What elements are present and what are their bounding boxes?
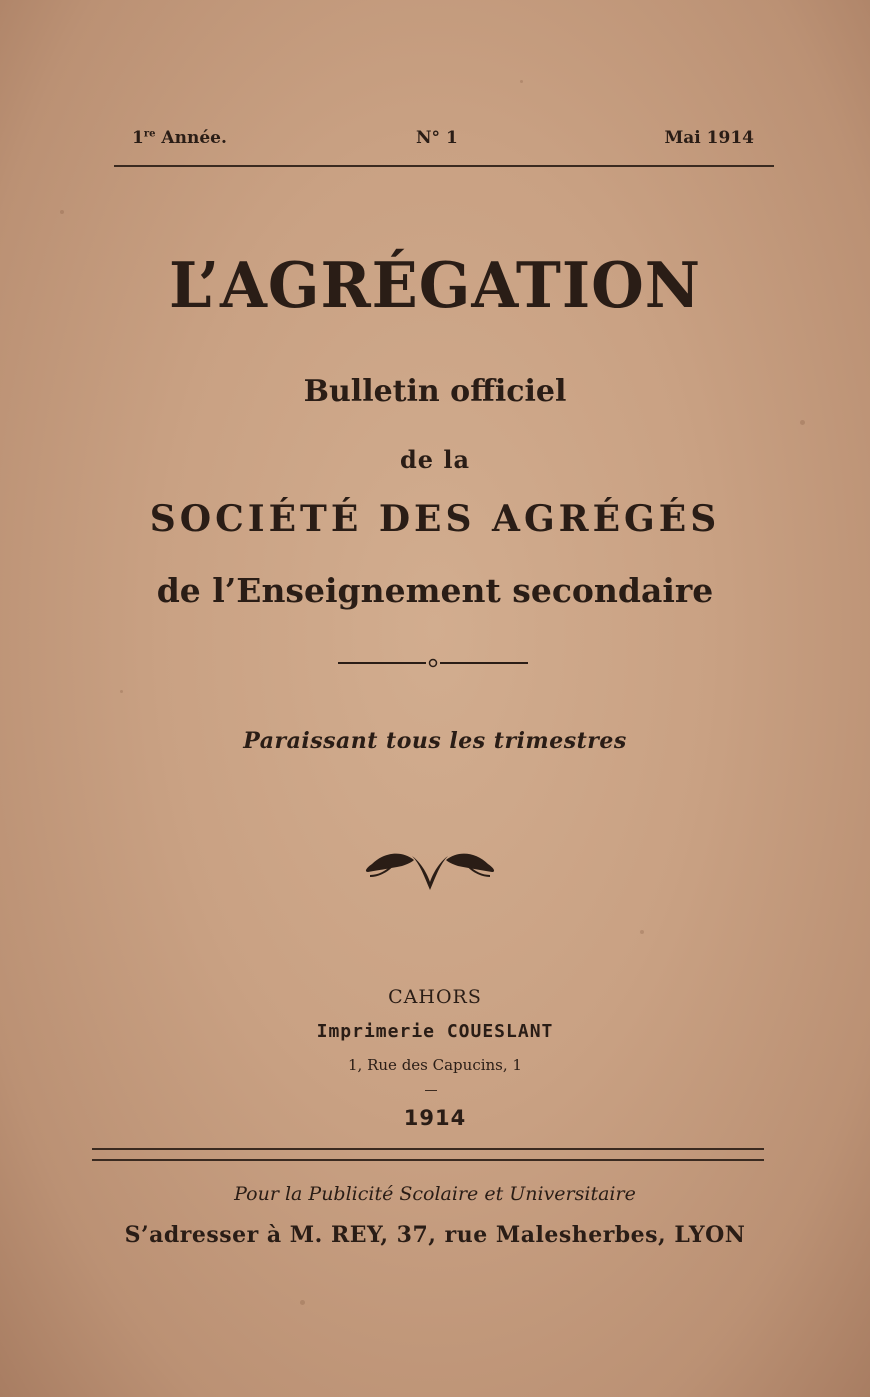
paper-speck: [640, 930, 644, 934]
footer-rule-upper: [92, 1148, 764, 1150]
society-name: SOCIÉTÉ DES AGRÉGÉS: [149, 498, 721, 540]
subtitle-enseignement: de l’Enseignement secondaire: [156, 571, 714, 610]
publication-frequency: Paraissant tous les trimestres: [243, 728, 627, 754]
footer-rule-lower: [92, 1159, 764, 1161]
issue-date: Mai 1914: [664, 128, 754, 148]
header-rule: [114, 165, 774, 167]
fleuron-ornament-icon: [362, 846, 498, 892]
issue-year-ordinal: 1: [132, 128, 144, 148]
paper-speck: [300, 1300, 305, 1305]
paper-speck: [60, 210, 64, 214]
imprint-printer: Imprimerie COUESLANT: [316, 1021, 554, 1042]
subtitle-bulletin: Bulletin officiel: [303, 374, 567, 409]
advertising-contact: S’adresser à M. REY, 37, rue Malesherbes, LYON: [124, 1222, 746, 1248]
issue-header: [114, 128, 774, 154]
paper-speck: [120, 690, 123, 693]
issue-year-label: Année.: [161, 128, 227, 148]
issue-year-suffix: re: [143, 128, 156, 140]
divider-ornament: [338, 656, 528, 670]
advertising-note: Pour la Publicité Scolaire et Universitaire: [234, 1183, 636, 1205]
subtitle-de-la: de la: [399, 445, 471, 474]
imprint-city: CAHORS: [388, 986, 482, 1008]
imprint-year: 1914: [403, 1106, 467, 1130]
imprint-dash: [425, 1090, 437, 1091]
journal-title: L’AGRÉGATION: [168, 248, 702, 322]
imprint-address: 1, Rue des Capucins, 1: [348, 1056, 522, 1074]
paper-speck: [800, 420, 805, 425]
issue-year: [132, 128, 227, 148]
paper-speck: [520, 80, 523, 83]
issue-number: N° 1: [416, 128, 458, 148]
